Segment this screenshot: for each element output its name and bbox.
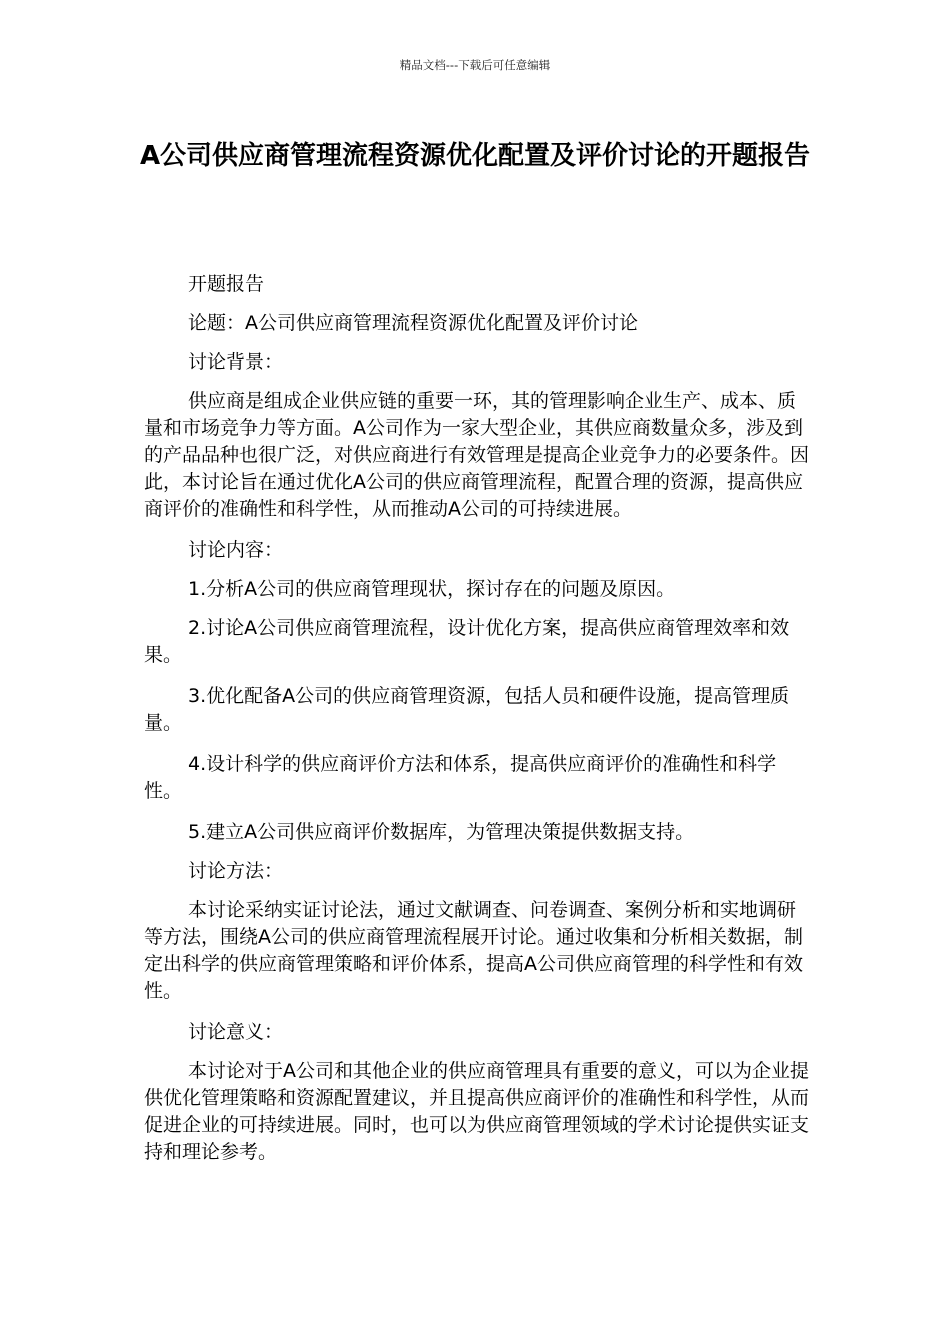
heading-significance: 讨论意义：: [188, 1021, 284, 1043]
content-item-2: 2.讨论A公司供应商管理流程，设计优化方案，提高供应商管理效率和效果。: [144, 617, 790, 666]
content-item-4: 4.设计科学的供应商评价方法和体系，提高供应商评价的准确性和科学性。: [144, 753, 777, 802]
heading-method: 讨论方法：: [188, 860, 284, 882]
paragraph-method: 本讨论采纳实证讨论法，通过文献调查、问卷调查、案例分析和实地调研等方法，围绕A公司的供应商管理流程展开讨论。通过收集和分析相关数据，制定出科学的供应商管理策略和评价体系，提高A公司供应商管理的科学性和有效性。: [144, 899, 803, 1002]
heading-content: 讨论内容：: [188, 539, 284, 561]
content-item-1: 1.分析A公司的供应商管理现状，探讨存在的问题及原因。: [188, 578, 676, 600]
heading-background: 讨论背景：: [188, 351, 284, 373]
paragraph-significance: 本讨论对于A公司和其他企业的供应商管理具有重要的意义，可以为企业提供优化管理策略和资源配置建议，并且提高供应商评价的准确性和科学性，从而促进企业的可持续进展。同时，也可以为供应商管理领域的学术讨论提供实证支持和理论参考。: [144, 1060, 810, 1163]
content-item-5: 5.建立A公司供应商评价数据库，为管理决策提供数据支持。: [188, 821, 695, 843]
page-header-note: 精品文档---下载后可任意编辑: [399, 58, 551, 72]
document-body: [144, 271, 810, 1180]
document-title: A公司供应商管理流程资源优化配置及评价讨论的开题报告: [139, 141, 811, 171]
paragraph-background: 供应商是组成企业供应链的重要一环，其的管理影响企业生产、成本、质量和市场竞争力等方面。A公司作为一家大型企业，其供应商数量众多，涉及到的产品品种也很广泛，对供应商进行有效管理是提高企业竞争力的必要条件。因此，本讨论旨在通过优化A公司的供应商管理流程，配置合理的资源，提高供应商评价的准确性和科学性，从而推动A公司的可持续进展。: [144, 390, 810, 520]
topic-line: 论题：A公司供应商管理流程资源优化配置及评价讨论: [188, 312, 638, 334]
section-label-proposal: 开题报告: [188, 273, 265, 295]
content-item-3: 3.优化配备A公司的供应商管理资源，包括人员和硬件设施，提高管理质量。: [144, 685, 790, 734]
